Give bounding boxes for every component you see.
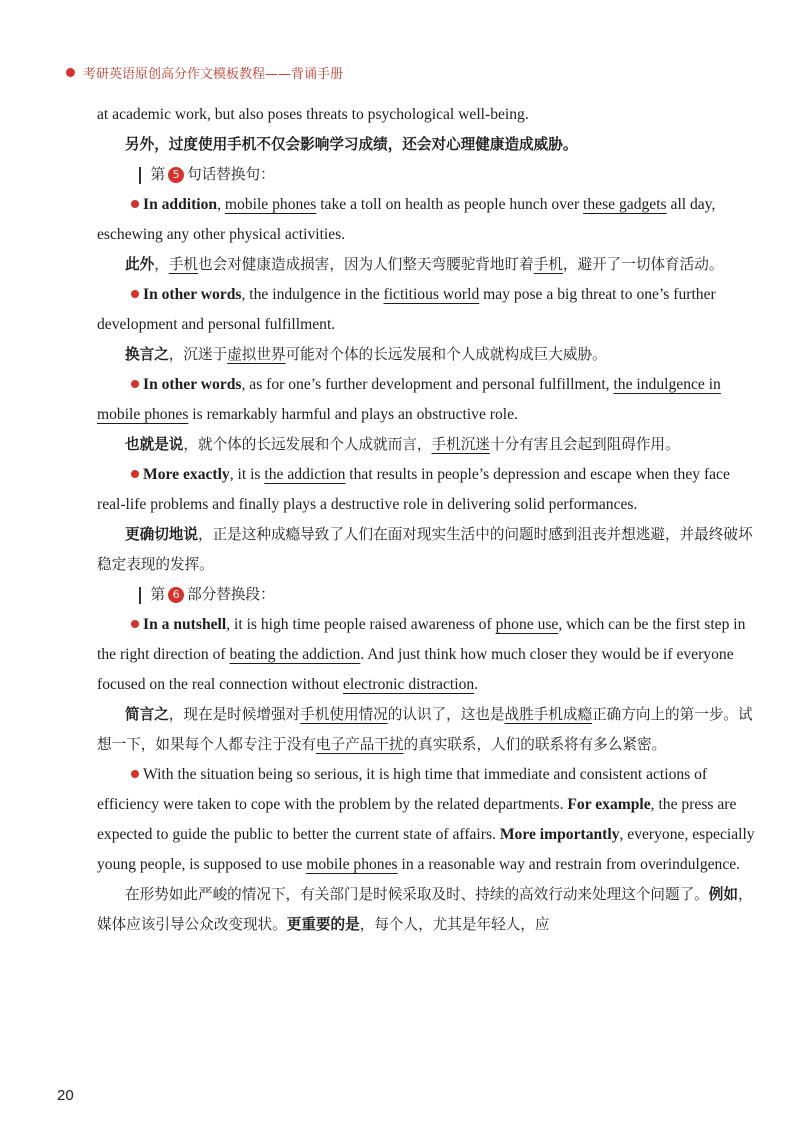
s6-item-2-zh: 在形势如此严峻的情况下，有关部门是时候采取及时、持续的高效行动来处理这个问题了。例如，媒体应该引导公众改变现状。更重要的是，每个人，尤其是年轻人，应 — [97, 886, 753, 933]
section-6-heading — [139, 580, 757, 610]
divider-bar-icon — [139, 167, 141, 184]
s5-item-4-zh: 更确切地说，正是这种成瘾导致了人们在面对现实生活中的问题时感到沮丧并想逃避，并最终破坏稳定表现的发挥。 — [97, 526, 753, 573]
page-number: 20 — [57, 1087, 74, 1104]
bullet-dot-icon — [131, 620, 139, 628]
s5-item-2-en: In other words, the indulgence in the fictitious world may pose a big threat to one’s further development and personal fulfillment. — [97, 286, 716, 333]
section-5-heading — [139, 160, 757, 190]
bullet-dot-icon — [131, 290, 139, 298]
section-label: 句话替换句： — [187, 166, 275, 183]
section-label: 部分替换段： — [187, 586, 275, 603]
divider-bar-icon — [139, 587, 141, 604]
section-prefix: 第 — [150, 586, 166, 603]
bullet-dot-icon — [131, 380, 139, 388]
s5-item-4-en: More exactly, it is the addiction that results in people’s depression and escape when they face real-life problems and finally plays a destructive role in delivering solid performances. — [97, 466, 730, 513]
bullet-dot-icon — [66, 68, 75, 77]
s6-item-1-zh: 简言之，现在是时候增强对手机使用情况的认识了，这也是战胜手机成瘾正确方向上的第一步。试想一下，如果每个人都专注于没有电子产品干扰的真实联系，人们的联系将有多么紧密。 — [97, 706, 753, 753]
bullet-dot-icon — [131, 200, 139, 208]
header-title: 考研英语原创高分作文模板教程——背诵手册 — [83, 67, 344, 82]
s5-item-2-zh: 换言之，沉迷于虚拟世界可能对个体的长远发展和个人成就构成巨大威胁。 — [125, 346, 607, 363]
bullet-dot-icon — [131, 770, 139, 778]
s5-item-3-zh: 也就是说，就个体的长远发展和个人成就而言，手机沉迷十分有害且会起到阻碍作用。 — [125, 436, 680, 453]
s6-item-1-en: In a nutshell, it is high time people raised awareness of phone use, which can be the first step in the right direction of beating the addiction. And just think how much closer they would be if everyone focused on the real connection without electronic distraction. — [97, 616, 746, 693]
intro-en: at academic work, but also poses threats to psychological well-being. — [97, 106, 529, 123]
s5-item-1-zh: 此外，手机也会对健康造成损害，因为人们整天弯腰驼背地盯着手机，避开了一切体育活动。 — [125, 256, 724, 273]
s5-item-3-en: In other words, as for one’s further development and personal fulfillment, the indulgence in mobile phones is remarkably harmful and plays an obstructive role. — [97, 376, 721, 423]
section-number-badge: 6 — [168, 587, 184, 603]
section-number-badge: 5 — [168, 167, 184, 183]
intro-zh: 另外，过度使用手机不仅会影响学习成绩，还会对心理健康造成威胁。 — [125, 136, 578, 153]
s5-item-1-en: In addition, mobile phones take a toll on health as people hunch over these gadgets all day, eschewing any other physical activities. — [97, 196, 716, 243]
bullet-dot-icon — [131, 470, 139, 478]
running-header — [66, 63, 343, 82]
section-prefix: 第 — [150, 166, 166, 183]
s6-item-2-en: With the situation being so serious, it is high time that immediate and consistent actions of efficiency were taken to cope with the problem by the related departments. For example, the press are expected to guide the public to better the current state of affairs. More importantly, everyone, especially young people, is supposed to use mobile phones in a reasonable way and restrain from overindulgence. — [97, 766, 755, 873]
page-content — [97, 100, 757, 940]
